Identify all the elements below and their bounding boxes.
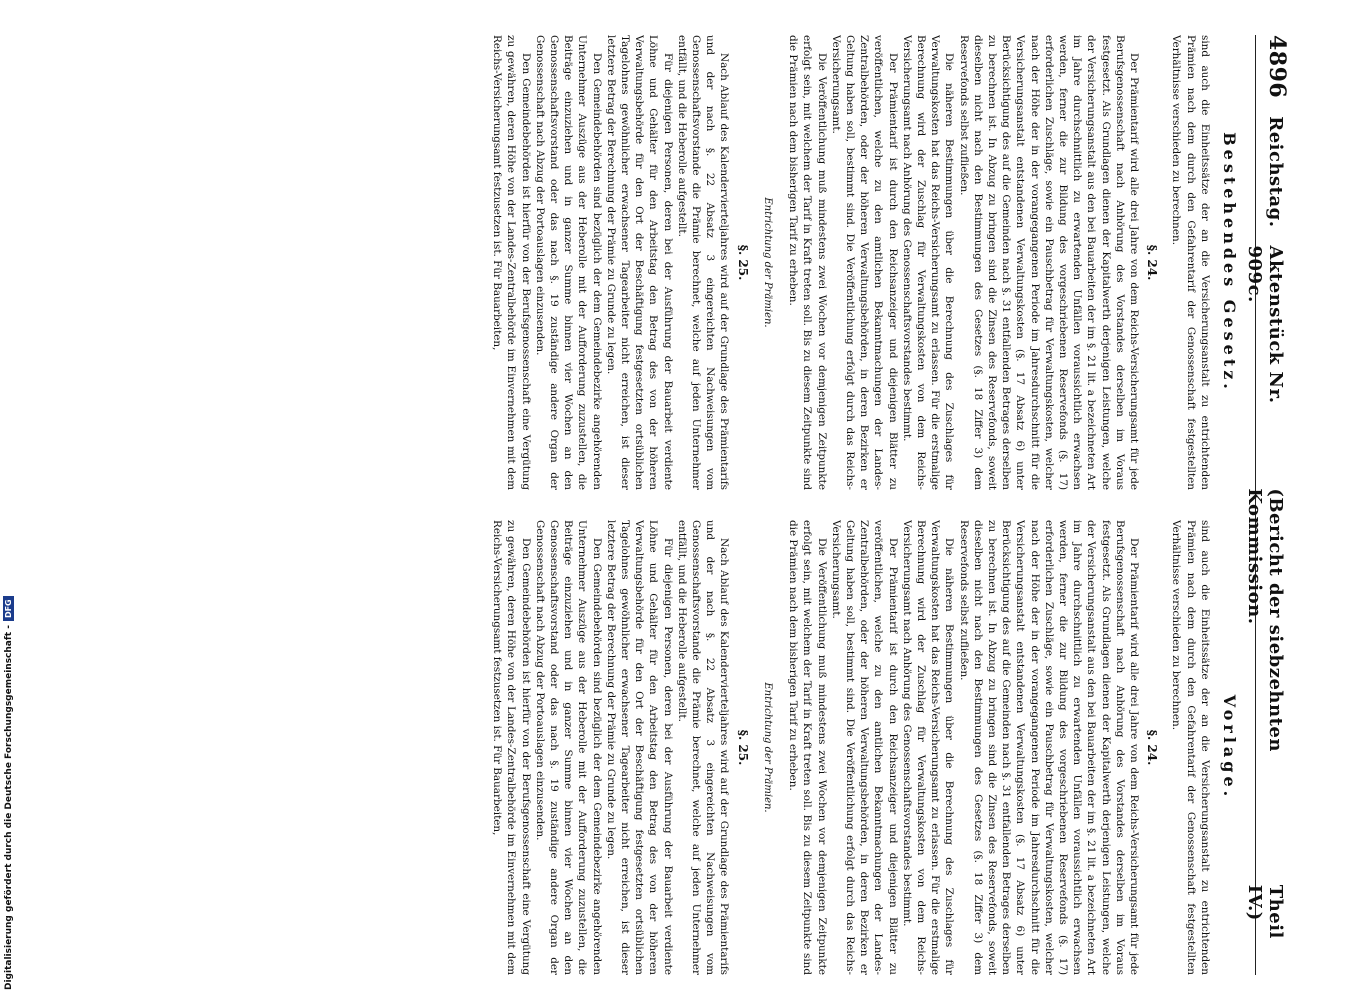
paragraph: Die Veröffentlichung muß mindestens zwei Wochen vor demjenigen Zeitpunkte erfolgt sein, mit welchem der Tarif in Kraft treten soll. Bis zu diesem Zeitpunkte sind die Prämien nach dem bisherigen Tarif zu erheben. (787, 35, 828, 490)
paragraph: Den Gemeindebehörden ist hierfür von der Berufsgenossenschaft eine Vergütung zu gewähren, deren Höhe von der Landes-Zentralbehörde im Einvernehmen mit dem Reichs-Versicherungsamt festzusetzen ist. Für Bauarbeiten, (491, 520, 532, 975)
report-label: (Bericht der siebzehnten Kommission. (1244, 488, 1286, 752)
column-heading: Bestehendes Gesetz. (1220, 132, 1239, 393)
paragraph: Die Veröffentlichung muß mindestens zwei Wochen vor demjenigen Zeitpunkte erfolgt sein, mit welchem der Tarif in Kraft treten soll. Bis zu diesem Zeitpunkte sind die Prämien nach dem bisherigen Tarif zu erheben. (787, 520, 828, 975)
column-existing-law (80, 35, 1240, 490)
page-number: 4896 (1264, 35, 1290, 99)
intro-paragraph: sind auch die Einheitssätze der an die Versicherungsanstalt zu entrichtenden Prämien nach dem durch den Gefahrentarif der Genossenschaft festgestellten Verhältnisse verschieden zu berechnen. (1170, 35, 1211, 490)
section-title: §. 25. (735, 244, 750, 281)
paragraph: Für diejenigen Personen, deren bei der Ausführung der Bauarbeit verdiente Löhne und Gehälter für den Arbeitstag den Betrag des von der höheren Verwaltungsbehörde für den Ort der Beschäftigung festgesetzten ortsüblichen Tagelohnes gewöhnlicher erwachsener Tagearbeiter nicht erreichen, ist dieser letztere Betrag der Berechnung der Prämie zu Grunde zu legen. (604, 520, 674, 975)
section-title: §. 24. (1145, 244, 1160, 281)
subheading: Entrichtung der Prämien. (761, 197, 773, 328)
paragraph: Der Prämientarif ist durch den Reichsanzeiger und diejenigen Blätter zu veröffentlichen, welche zu den amtlichen Bekanntmachungen der Landes-Zentralbehörden, oder der höheren Verwaltungsbehörden, in deren Bezirken er Geltung haben soll, bestimmt sind. Die Veröffentlichung erfolgt durch das Reichs-Versicherungsamt. (829, 35, 899, 490)
column-proposal (80, 520, 1240, 975)
section-title: §. 24. (1145, 729, 1160, 766)
paragraph: Den Gemeindebehörden sind bezüglich der dem Gemeindebezirke angehörenden Unternehmer Auszüge aus der Heberolle mit der Aufforderung zuzustellen, die Beiträge einzuziehen und in ganzer Summe binnen vier Wochen an den Genossenschaftsvorstand oder das nach §. 19 zuständige andere Organ der Genossenschaft nach Abzug der Portoauslagen einzusenden. (533, 520, 603, 975)
paragraph: Den Gemeindebehörden sind bezüglich der dem Gemeindebezirke angehörenden Unternehmer Auszüge aus der Heberolle mit der Aufforderung zuzustellen, die Beiträge einzuziehen und in ganzer Summe binnen vier Wochen an den Genossenschaftsvorstand oder das nach §. 19 zuständige andere Organ der Genossenschaft nach Abzug der Portoauslagen einzusenden. (533, 35, 603, 490)
paragraph: Nach Ablauf des Kalendervierteljahres wird auf der Grundlage des Prämientarifs und der nach §. 22 Absatz 3 eingereichten Nachweisungen vom Genossenschaftsvorstande die Prämie berechnet, welche auf jeden Unternehmer entfällt, und die Heberolle aufgestellt. (675, 520, 731, 975)
dfg-logo: DFG (3, 596, 14, 621)
paragraph: Die näheren Bestimmungen über die Berechnung des Zuschlages für Verwaltungskosten hat das Reichs-Versicherungsamt zu erlassen. Für die erstmalige Berechnung wird der Zuschlag für Verwaltungskosten von dem Reichs-Versicherungsamt nach Anhörung des Genossenschaftsvorstandes bestimmt. (900, 35, 956, 490)
footer-text: Digitalisierung gefördert durch die Deutsche Forschungsgemeinschaft - (3, 625, 14, 990)
paragraph: Den Gemeindebehörden ist hierfür von der Berufsgenossenschaft eine Vergütung zu gewähren, deren Höhe von der Landes-Zentralbehörde im Einvernehmen mit dem Reichs-Versicherungsamt festzusetzen ist. Für Bauarbeiten, (491, 35, 532, 490)
running-head (1244, 35, 1290, 975)
subheading: Entrichtung der Prämien. (761, 682, 773, 813)
rotated-sheet (60, 35, 1290, 975)
paragraph: Der Prämientarif wird alle drei Jahre von dem Reichs-Versicherungsamt für jede Berufsgenossenschaft nach Anhörung des Vorstandes derselben im Voraus festgesetzt. Als Grundlagen dienen der Kapitalwerth derjenigen Leistungen, welche der Versicherungsanstalt aus den bei Bauarbeiten der im §. 21 lit. a bezeichneten Art im Jahre durchschnittlich zu erwartenden Unfällen voraussichtlich erwachsen werden, ferner die zur Bildung des vorgeschriebenen Reservefonds (§. 17) erforderlichen Zuschläge, sowie ein Pauschbetrag für Verwaltungskosten, welcher nach der Höhe der in der vorangegangenen Periode im Jahresdurchschnitt für die Versicherungsanstalt entstandenen Verwaltungskosten (§. 17 Absatz 6) unter Berücksichtigung des auf die Gemeinden nach §. 31 entfallenden Betrages derselben zu berechnen ist. In Abzug zu bringen sind die Zinsen des Reservefonds, soweit dieselben nicht nach den Bestimmungen des Gesetzes (§. 18 Ziffer 3) dem Reservefonds selbst zufließen. (957, 520, 1140, 975)
paragraph: Die näheren Bestimmungen über die Berechnung des Zuschlages für Verwaltungskosten hat das Reichs-Versicherungsamt zu erlassen. Für die erstmalige Berechnung wird der Zuschlag für Verwaltungskosten von dem Reichs-Versicherungsamt nach Anhörung des Genossenschaftsvorstandes bestimmt. (900, 520, 956, 975)
intro-paragraph: sind auch die Einheitssätze der an die Versicherungsanstalt zu entrichtenden Prämien nach dem durch den Gefahrentarif der Genossenschaft festgestellten Verhältnisse verschieden zu berechnen. (1170, 520, 1211, 975)
part-label: Theil IV.) (1244, 884, 1286, 939)
document-label: Aktenstück Nr. 909c. (1244, 245, 1286, 404)
paragraph: Nach Ablauf des Kalendervierteljahres wird auf der Grundlage des Prämientarifs und der nach §. 22 Absatz 3 eingereichten Nachweisungen vom Genossenschaftsvorstande die Prämie berechnet, welche auf jeden Unternehmer entfällt, und die Heberolle aufgestellt. (675, 35, 731, 490)
paragraph: Der Prämientarif ist durch den Reichsanzeiger und diejenigen Blätter zu veröffentlichen, welche zu den amtlichen Bekanntmachungen der Landes-Zentralbehörden, oder der höheren Verwaltungsbehörden, in deren Bezirken er Geltung haben soll, bestimmt sind. Die Veröffentlichung erfolgt durch das Reichs-Versicherungsamt. (829, 520, 899, 975)
paragraph: Für diejenigen Personen, deren bei der Ausführung der Bauarbeit verdiente Löhne und Gehälter für den Arbeitstag den Betrag des von der höheren Verwaltungsbehörde für den Ort der Beschäftigung festgesetzten ortsüblichen Tagelohnes gewöhnlicher erwachsener Tagearbeiter nicht erreichen, ist dieser letztere Betrag der Berechnung der Prämie zu Grunde zu legen. (604, 35, 674, 490)
running-head-left: Reichstag. (1265, 116, 1286, 228)
paragraph: Der Prämientarif wird alle drei Jahre von dem Reichs-Versicherungsamt für jede Berufsgenossenschaft nach Anhörung des Vorstandes derselben im Voraus festgesetzt. Als Grundlagen dienen der Kapitalwerth derjenigen Leistungen, welche der Versicherungsanstalt aus den bei Bauarbeiten der im §. 21 lit. a bezeichneten Art im Jahre durchschnittlich zu erwartenden Unfällen voraussichtlich erwachsen werden, ferner die zur Bildung des vorgeschriebenen Reservefonds (§. 17) erforderlichen Zuschläge, sowie ein Pauschbetrag für Verwaltungskosten, welcher nach der Höhe der in der vorangegangenen Periode im Jahresdurchschnitt für die Versicherungsanstalt entstandenen Verwaltungskosten (§. 17 Absatz 6) unter Berücksichtigung des auf die Gemeinden nach §. 31 entfallenden Betrages derselben zu berechnen ist. In Abzug zu bringen sind die Zinsen des Reservefonds, soweit dieselben nicht nach den Bestimmungen des Gesetzes (§. 18 Ziffer 3) dem Reservefonds selbst zufließen. (957, 35, 1140, 490)
digitization-footer (3, 596, 14, 990)
section-title: §. 25. (735, 729, 750, 766)
column-heading: Vorlage. (1220, 694, 1239, 801)
